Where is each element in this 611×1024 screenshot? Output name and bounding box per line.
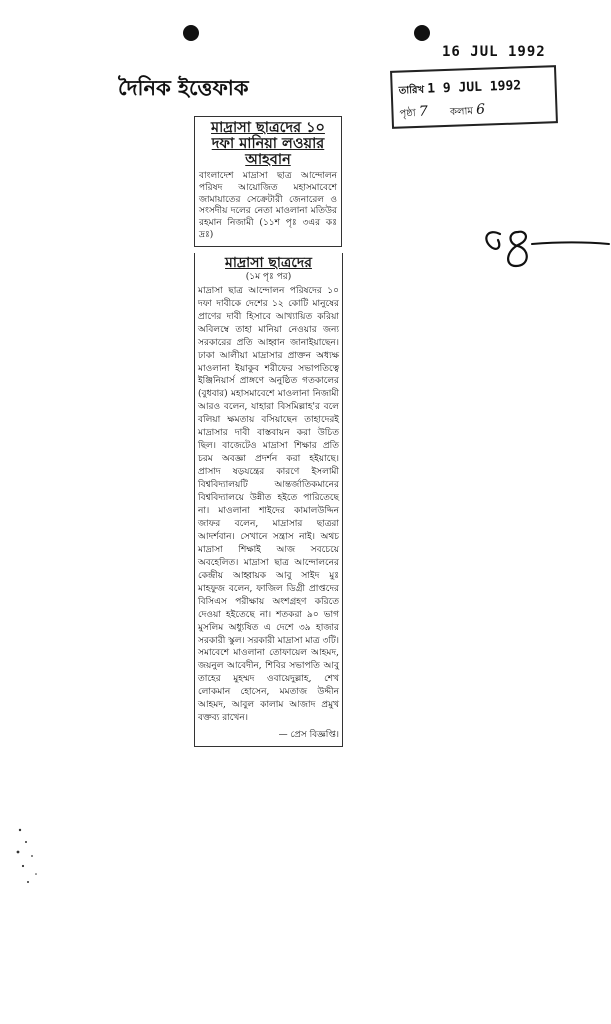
newspaper-name: দৈনিক ইত্তেফাক	[118, 75, 249, 100]
continuation-headline: মাদ্রাসা ছাত্রদের	[225, 254, 312, 271]
article-credit: — প্রেস বিজ্ঞপ্তি।	[278, 730, 339, 741]
continuation-reference: (১ম পৃঃ পর)	[245, 271, 292, 282]
stamp-column-value: 6	[475, 101, 486, 118]
newspaper-clipping	[198, 116, 342, 747]
headline-box	[194, 116, 342, 247]
stamp-column-label: কলাম	[449, 106, 474, 118]
stamp-date-value: 1 9 JUL 1992	[426, 78, 522, 97]
article-headline: মাদ্রাসা ছাত্রদের ১০ দফা মানিয়া লওয়ার আহবান	[211, 119, 325, 168]
scan-specks	[14, 822, 54, 892]
article-lead: বাংলাদেশ মাদ্রাসা ছাত্র আন্দোলন পরিষদ আয়োজিত মহাসমাবেশে জামায়াতের সেক্রেটারী জেনারেল ও সংসদীয় দলের নেতা মাওলানা মতিউর রহমান নিজামী (১১শ পৃঃ ৩এর কঃ দ্রঃ)	[199, 171, 337, 240]
punch-hole-left	[183, 25, 199, 41]
punch-hole-right	[414, 25, 430, 41]
stamp-date-label: তারিখ	[398, 84, 425, 97]
stamp-page-value: 7	[418, 103, 429, 120]
filing-stamp	[390, 65, 558, 129]
handwritten-number	[478, 222, 611, 276]
continuation-box	[194, 253, 343, 747]
received-date-stamp: 16 JUL 1992	[442, 44, 546, 60]
stamp-page-label: পৃষ্ঠা	[399, 108, 416, 120]
article-body: মাদ্রাসা ছাত্র আন্দোলন পরিষদের ১০ দফা দাবীকে দেশের ১২ কোটি মানুষের প্রাণের দাবী হিসাবে আখ্যায়িত করিয়া অবিলম্বে তাহা মানিয়া নেওয়ার জন্য সরকারের প্রতি আহ্বান জানাইয়াছেন। ঢাকা আলীয়া মাদ্রাসার প্রাক্তন অধ্যক্ষ মাওলানা ইয়াকুব শরীফের সভাপতিত্বে ইঞ্জিনিয়ার্স প্রাঙ্গণে অনুষ্ঠিত গতকালের (বুধবার) মহাসমাবেশে মাওলানা নিজামী আরও বলেন, যাহারা বিসমিল্লাহ'র বলে বলিয়া ক্ষমতায় বসিয়াছেন তাহাদেরই মাদ্রাসার দাবী বাস্তবায়ন করা উচিত ছিল। বাজেটেও মাদ্রাসা শিক্ষার প্রতি চরম অবজ্ঞা প্রদর্শন করা হইয়াছে। প্রাসাদ ষড়যন্ত্রের কারণে ইসলামী বিশ্ববিদ্যালয়টি আন্তর্জাতিকমানের বিশ্ববিদ্যালয়ে উন্নীত হইতে পারিতেছে না। মাওলানা শাইদের কামালউদ্দিন জাফর বলেন, মাদ্রাসার ছাত্ররা আদর্শবান। সেখানে সন্ত্রাস নাই। অথচ মাদ্রাসা শিক্ষাই আজ সবচেয়ে অবহেলিত। মাদ্রাসা ছাত্র আন্দোলনের কেন্দ্রীয় আহ্বায়ক আবু সাইদ মুঃ মাহফুজ বলেন, ফাজিল ডিগ্রী প্রাপ্তদের বিসিএস পরীক্ষায় অংশগ্রহণ করিতে দেওয়া হইতেছে না। শতকরা ৯০ ভাগ মুসলিম অধ্যুষিত এ দেশে ৩৯ হাজার সরকারী স্কুল। সরকারী মাদ্রাসা মাত্র ৩টি। সমাবেশে মাওলানা তোফায়েল আহমদ, জয়নুল আবেদীন, শিবির সভাপতি আবু তাহের মুহম্মদ ওবায়েদুল্লাহ, শেখ লোকমান হোসেন, মমতাজ উদ্দীন আহমদ, আবুল কালাম আজাদ প্রমুখ বক্তব্য রাখেন।	[198, 285, 339, 724]
